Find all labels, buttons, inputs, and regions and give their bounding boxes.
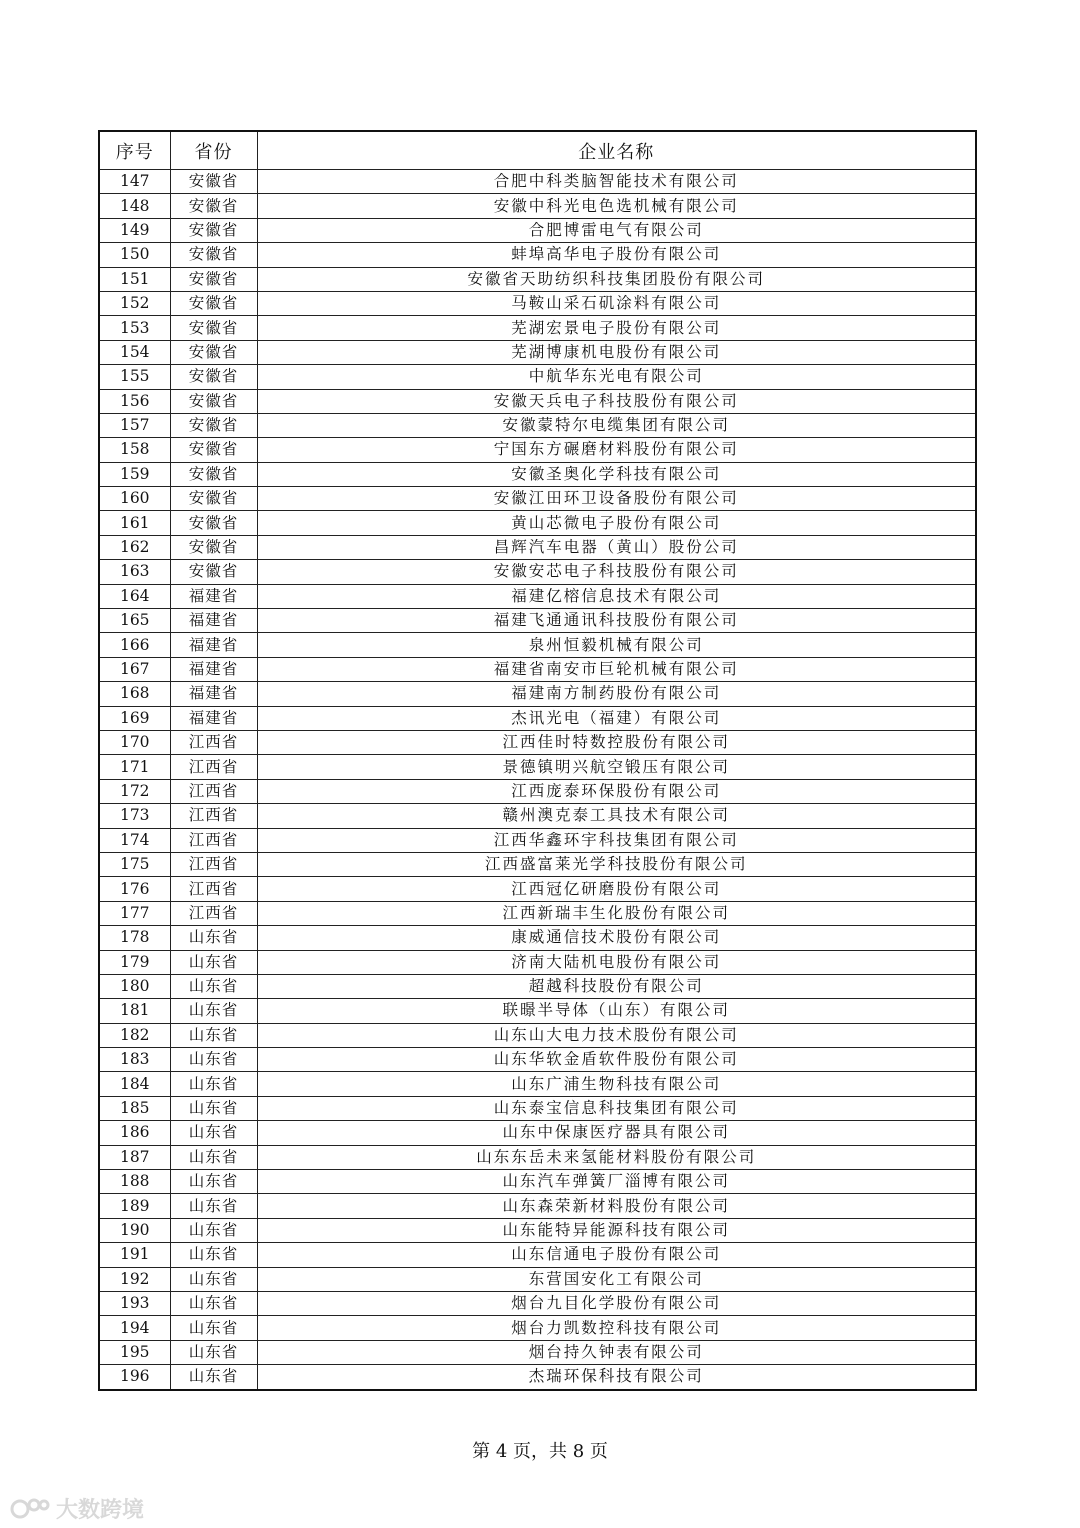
- table-row: [99, 633, 976, 657]
- row-province: 山东省: [170, 1218, 257, 1242]
- row-company-name: 山东东岳未来氢能材料股份有限公司: [257, 1145, 976, 1169]
- table-row: [99, 779, 976, 803]
- row-province: 安徽省: [170, 218, 257, 242]
- table-row: [99, 1218, 976, 1242]
- row-province: 江西省: [170, 852, 257, 876]
- row-index: 188: [99, 1170, 170, 1194]
- row-company-name: 烟台九目化学股份有限公司: [257, 1291, 976, 1315]
- row-index: 155: [99, 365, 170, 389]
- table-row: [99, 877, 976, 901]
- table-row: [99, 243, 976, 267]
- table-row: [99, 1243, 976, 1267]
- table-row: [99, 218, 976, 242]
- row-company-name: 山东汽车弹簧厂淄博有限公司: [257, 1170, 976, 1194]
- row-company-name: 杰讯光电（福建）有限公司: [257, 706, 976, 730]
- row-province: 江西省: [170, 730, 257, 754]
- row-company-name: 蚌埠高华电子股份有限公司: [257, 243, 976, 267]
- row-province: 山东省: [170, 1072, 257, 1096]
- row-company-name: 马鞍山采石矶涂料有限公司: [257, 291, 976, 315]
- row-province: 安徽省: [170, 243, 257, 267]
- row-province: 福建省: [170, 609, 257, 633]
- row-index: 168: [99, 682, 170, 706]
- row-index: 170: [99, 730, 170, 754]
- row-company-name: 黄山芯微电子股份有限公司: [257, 511, 976, 535]
- row-company-name: 景德镇明兴航空锻压有限公司: [257, 755, 976, 779]
- row-company-name: 宁国东方碾磨材料股份有限公司: [257, 438, 976, 462]
- row-company-name: 江西盛富莱光学科技股份有限公司: [257, 852, 976, 876]
- table-row: [99, 487, 976, 511]
- row-province: 山东省: [170, 950, 257, 974]
- row-index: 190: [99, 1218, 170, 1242]
- row-index: 183: [99, 1048, 170, 1072]
- row-province: 江西省: [170, 804, 257, 828]
- table-row: [99, 926, 976, 950]
- row-company-name: 山东中保康医疗器具有限公司: [257, 1121, 976, 1145]
- row-company-name: 芜湖宏景电子股份有限公司: [257, 316, 976, 340]
- table-row: [99, 950, 976, 974]
- row-index: 161: [99, 511, 170, 535]
- row-province: 安徽省: [170, 316, 257, 340]
- table-row: [99, 1170, 976, 1194]
- row-company-name: 合肥博雷电气有限公司: [257, 218, 976, 242]
- header-company-name: 企业名称: [257, 131, 976, 170]
- row-company-name: 山东泰宝信息科技集团有限公司: [257, 1096, 976, 1120]
- row-index: 147: [99, 170, 170, 194]
- row-province: 福建省: [170, 706, 257, 730]
- table-row: [99, 828, 976, 852]
- table-row: [99, 584, 976, 608]
- row-index: 184: [99, 1072, 170, 1096]
- row-province: 山东省: [170, 1023, 257, 1047]
- header-province: 省份: [170, 131, 257, 170]
- table-row: [99, 1291, 976, 1315]
- table-row: [99, 1267, 976, 1291]
- row-province: 福建省: [170, 682, 257, 706]
- table-row: [99, 706, 976, 730]
- row-company-name: 烟台持久钟表有限公司: [257, 1340, 976, 1364]
- row-province: 安徽省: [170, 560, 257, 584]
- table-row: [99, 1096, 976, 1120]
- row-index: 175: [99, 852, 170, 876]
- row-index: 154: [99, 340, 170, 364]
- table-row: [99, 365, 976, 389]
- row-index: 149: [99, 218, 170, 242]
- table-row: [99, 1023, 976, 1047]
- table-row: [99, 609, 976, 633]
- row-province: 山东省: [170, 1096, 257, 1120]
- row-company-name: 安徽安芯电子科技股份有限公司: [257, 560, 976, 584]
- table-body: [99, 170, 976, 1390]
- row-company-name: 江西庞泰环保股份有限公司: [257, 779, 976, 803]
- row-province: 安徽省: [170, 291, 257, 315]
- row-company-name: 赣州澳克泰工具技术有限公司: [257, 804, 976, 828]
- row-index: 192: [99, 1267, 170, 1291]
- row-company-name: 江西华鑫环宇科技集团有限公司: [257, 828, 976, 852]
- row-company-name: 江西新瑞丰生化股份有限公司: [257, 901, 976, 925]
- row-province: 安徽省: [170, 365, 257, 389]
- table-row: [99, 535, 976, 559]
- row-province: 山东省: [170, 1048, 257, 1072]
- row-index: 157: [99, 413, 170, 437]
- row-company-name: 山东广浦生物科技有限公司: [257, 1072, 976, 1096]
- row-index: 167: [99, 657, 170, 681]
- row-province: 安徽省: [170, 413, 257, 437]
- table-row: [99, 755, 976, 779]
- table-row: [99, 1048, 976, 1072]
- table-row: [99, 852, 976, 876]
- table-row: [99, 560, 976, 584]
- row-province: 山东省: [170, 1316, 257, 1340]
- row-index: 196: [99, 1365, 170, 1390]
- table-row: [99, 511, 976, 535]
- row-province: 江西省: [170, 779, 257, 803]
- row-company-name: 芜湖博康机电股份有限公司: [257, 340, 976, 364]
- row-company-name: 合肥中科类脑智能技术有限公司: [257, 170, 976, 194]
- row-index: 159: [99, 462, 170, 486]
- row-province: 山东省: [170, 1267, 257, 1291]
- watermark-text: 大数跨境: [56, 1498, 145, 1523]
- table-row: [99, 974, 976, 998]
- header-index: 序号: [99, 131, 170, 170]
- row-index: 187: [99, 1145, 170, 1169]
- row-index: 172: [99, 779, 170, 803]
- row-company-name: 安徽江田环卫设备股份有限公司: [257, 487, 976, 511]
- row-company-name: 中航华东光电有限公司: [257, 365, 976, 389]
- table-row: [99, 999, 976, 1023]
- row-company-name: 烟台力凯数控科技有限公司: [257, 1316, 976, 1340]
- row-index: 165: [99, 609, 170, 633]
- row-province: 山东省: [170, 1170, 257, 1194]
- row-index: 163: [99, 560, 170, 584]
- row-company-name: 济南大陆机电股份有限公司: [257, 950, 976, 974]
- row-index: 156: [99, 389, 170, 413]
- brand-logo-icon: [10, 1496, 50, 1522]
- row-index: 164: [99, 584, 170, 608]
- row-province: 山东省: [170, 1121, 257, 1145]
- table-row: [99, 1121, 976, 1145]
- row-index: 153: [99, 316, 170, 340]
- row-index: 191: [99, 1243, 170, 1267]
- row-company-name: 泉州恒毅机械有限公司: [257, 633, 976, 657]
- table-row: [99, 682, 976, 706]
- row-index: 160: [99, 487, 170, 511]
- row-province: 安徽省: [170, 340, 257, 364]
- table-header-row: [99, 131, 976, 170]
- row-index: 182: [99, 1023, 170, 1047]
- row-index: 180: [99, 974, 170, 998]
- row-index: 189: [99, 1194, 170, 1218]
- row-province: 安徽省: [170, 389, 257, 413]
- row-province: 福建省: [170, 633, 257, 657]
- row-province: 江西省: [170, 828, 257, 852]
- row-index: 174: [99, 828, 170, 852]
- row-company-name: 安徽省天助纺织科技集团股份有限公司: [257, 267, 976, 291]
- table-row: [99, 1194, 976, 1218]
- row-company-name: 昌辉汽车电器（黄山）股份公司: [257, 535, 976, 559]
- row-index: 181: [99, 999, 170, 1023]
- row-index: 150: [99, 243, 170, 267]
- table-row: [99, 657, 976, 681]
- row-province: 安徽省: [170, 511, 257, 535]
- row-index: 158: [99, 438, 170, 462]
- row-company-name: 福建省南安市巨轮机械有限公司: [257, 657, 976, 681]
- row-index: 194: [99, 1316, 170, 1340]
- row-company-name: 安徽中科光电色选机械有限公司: [257, 194, 976, 218]
- row-company-name: 安徽圣奥化学科技有限公司: [257, 462, 976, 486]
- watermark: [10, 1493, 144, 1524]
- row-company-name: 康威通信技术股份有限公司: [257, 926, 976, 950]
- row-company-name: 山东山大电力技术股份有限公司: [257, 1023, 976, 1047]
- row-index: 193: [99, 1291, 170, 1315]
- row-province: 福建省: [170, 584, 257, 608]
- table-row: [99, 413, 976, 437]
- table-row: [99, 340, 976, 364]
- row-index: 148: [99, 194, 170, 218]
- enterprise-list-table: [98, 130, 977, 1391]
- row-province: 山东省: [170, 1243, 257, 1267]
- table-row: [99, 438, 976, 462]
- table-row: [99, 1145, 976, 1169]
- row-company-name: 山东能特异能源科技有限公司: [257, 1218, 976, 1242]
- row-index: 152: [99, 291, 170, 315]
- table-row: [99, 267, 976, 291]
- row-index: 162: [99, 535, 170, 559]
- row-company-name: 福建飞通通讯科技股份有限公司: [257, 609, 976, 633]
- row-index: 176: [99, 877, 170, 901]
- row-province: 江西省: [170, 755, 257, 779]
- row-company-name: 江西冠亿研磨股份有限公司: [257, 877, 976, 901]
- row-province: 江西省: [170, 901, 257, 925]
- row-company-name: 福建亿榕信息技术有限公司: [257, 584, 976, 608]
- row-index: 186: [99, 1121, 170, 1145]
- row-province: 山东省: [170, 926, 257, 950]
- row-province: 安徽省: [170, 535, 257, 559]
- row-index: 195: [99, 1340, 170, 1364]
- table-row: [99, 901, 976, 925]
- row-province: 安徽省: [170, 194, 257, 218]
- row-index: 169: [99, 706, 170, 730]
- row-index: 171: [99, 755, 170, 779]
- row-company-name: 安徽蒙特尔电缆集团有限公司: [257, 413, 976, 437]
- row-province: 安徽省: [170, 438, 257, 462]
- table-row: [99, 804, 976, 828]
- row-company-name: 江西佳时特数控股份有限公司: [257, 730, 976, 754]
- row-province: 安徽省: [170, 267, 257, 291]
- row-company-name: 山东森荣新材料股份有限公司: [257, 1194, 976, 1218]
- row-company-name: 超越科技股份有限公司: [257, 974, 976, 998]
- row-province: 福建省: [170, 657, 257, 681]
- row-province: 山东省: [170, 1340, 257, 1364]
- table-row: [99, 1316, 976, 1340]
- row-index: 151: [99, 267, 170, 291]
- row-index: 173: [99, 804, 170, 828]
- row-province: 山东省: [170, 1291, 257, 1315]
- row-province: 山东省: [170, 974, 257, 998]
- row-index: 179: [99, 950, 170, 974]
- table-row: [99, 389, 976, 413]
- row-company-name: 安徽天兵电子科技股份有限公司: [257, 389, 976, 413]
- row-province: 安徽省: [170, 487, 257, 511]
- table-row: [99, 1340, 976, 1364]
- row-province: 山东省: [170, 999, 257, 1023]
- row-index: 166: [99, 633, 170, 657]
- page-number: 第 4 页，共 8 页: [472, 1441, 608, 1462]
- row-province: 安徽省: [170, 462, 257, 486]
- row-province: 江西省: [170, 877, 257, 901]
- row-index: 178: [99, 926, 170, 950]
- table-row: [99, 1365, 976, 1390]
- table-row: [99, 730, 976, 754]
- row-company-name: 福建南方制药股份有限公司: [257, 682, 976, 706]
- row-company-name: 东营国安化工有限公司: [257, 1267, 976, 1291]
- table-row: [99, 462, 976, 486]
- table-row: [99, 316, 976, 340]
- row-index: 177: [99, 901, 170, 925]
- row-company-name: 杰瑞环保科技有限公司: [257, 1365, 976, 1390]
- table-row: [99, 1072, 976, 1096]
- row-index: 185: [99, 1096, 170, 1120]
- row-province: 山东省: [170, 1145, 257, 1169]
- row-company-name: 联暻半导体（山东）有限公司: [257, 999, 976, 1023]
- table-row: [99, 291, 976, 315]
- table-row: [99, 170, 976, 194]
- table-row: [99, 194, 976, 218]
- row-province: 安徽省: [170, 170, 257, 194]
- row-company-name: 山东华软金盾软件股份有限公司: [257, 1048, 976, 1072]
- row-province: 山东省: [170, 1365, 257, 1390]
- row-company-name: 山东信通电子股份有限公司: [257, 1243, 976, 1267]
- row-province: 山东省: [170, 1194, 257, 1218]
